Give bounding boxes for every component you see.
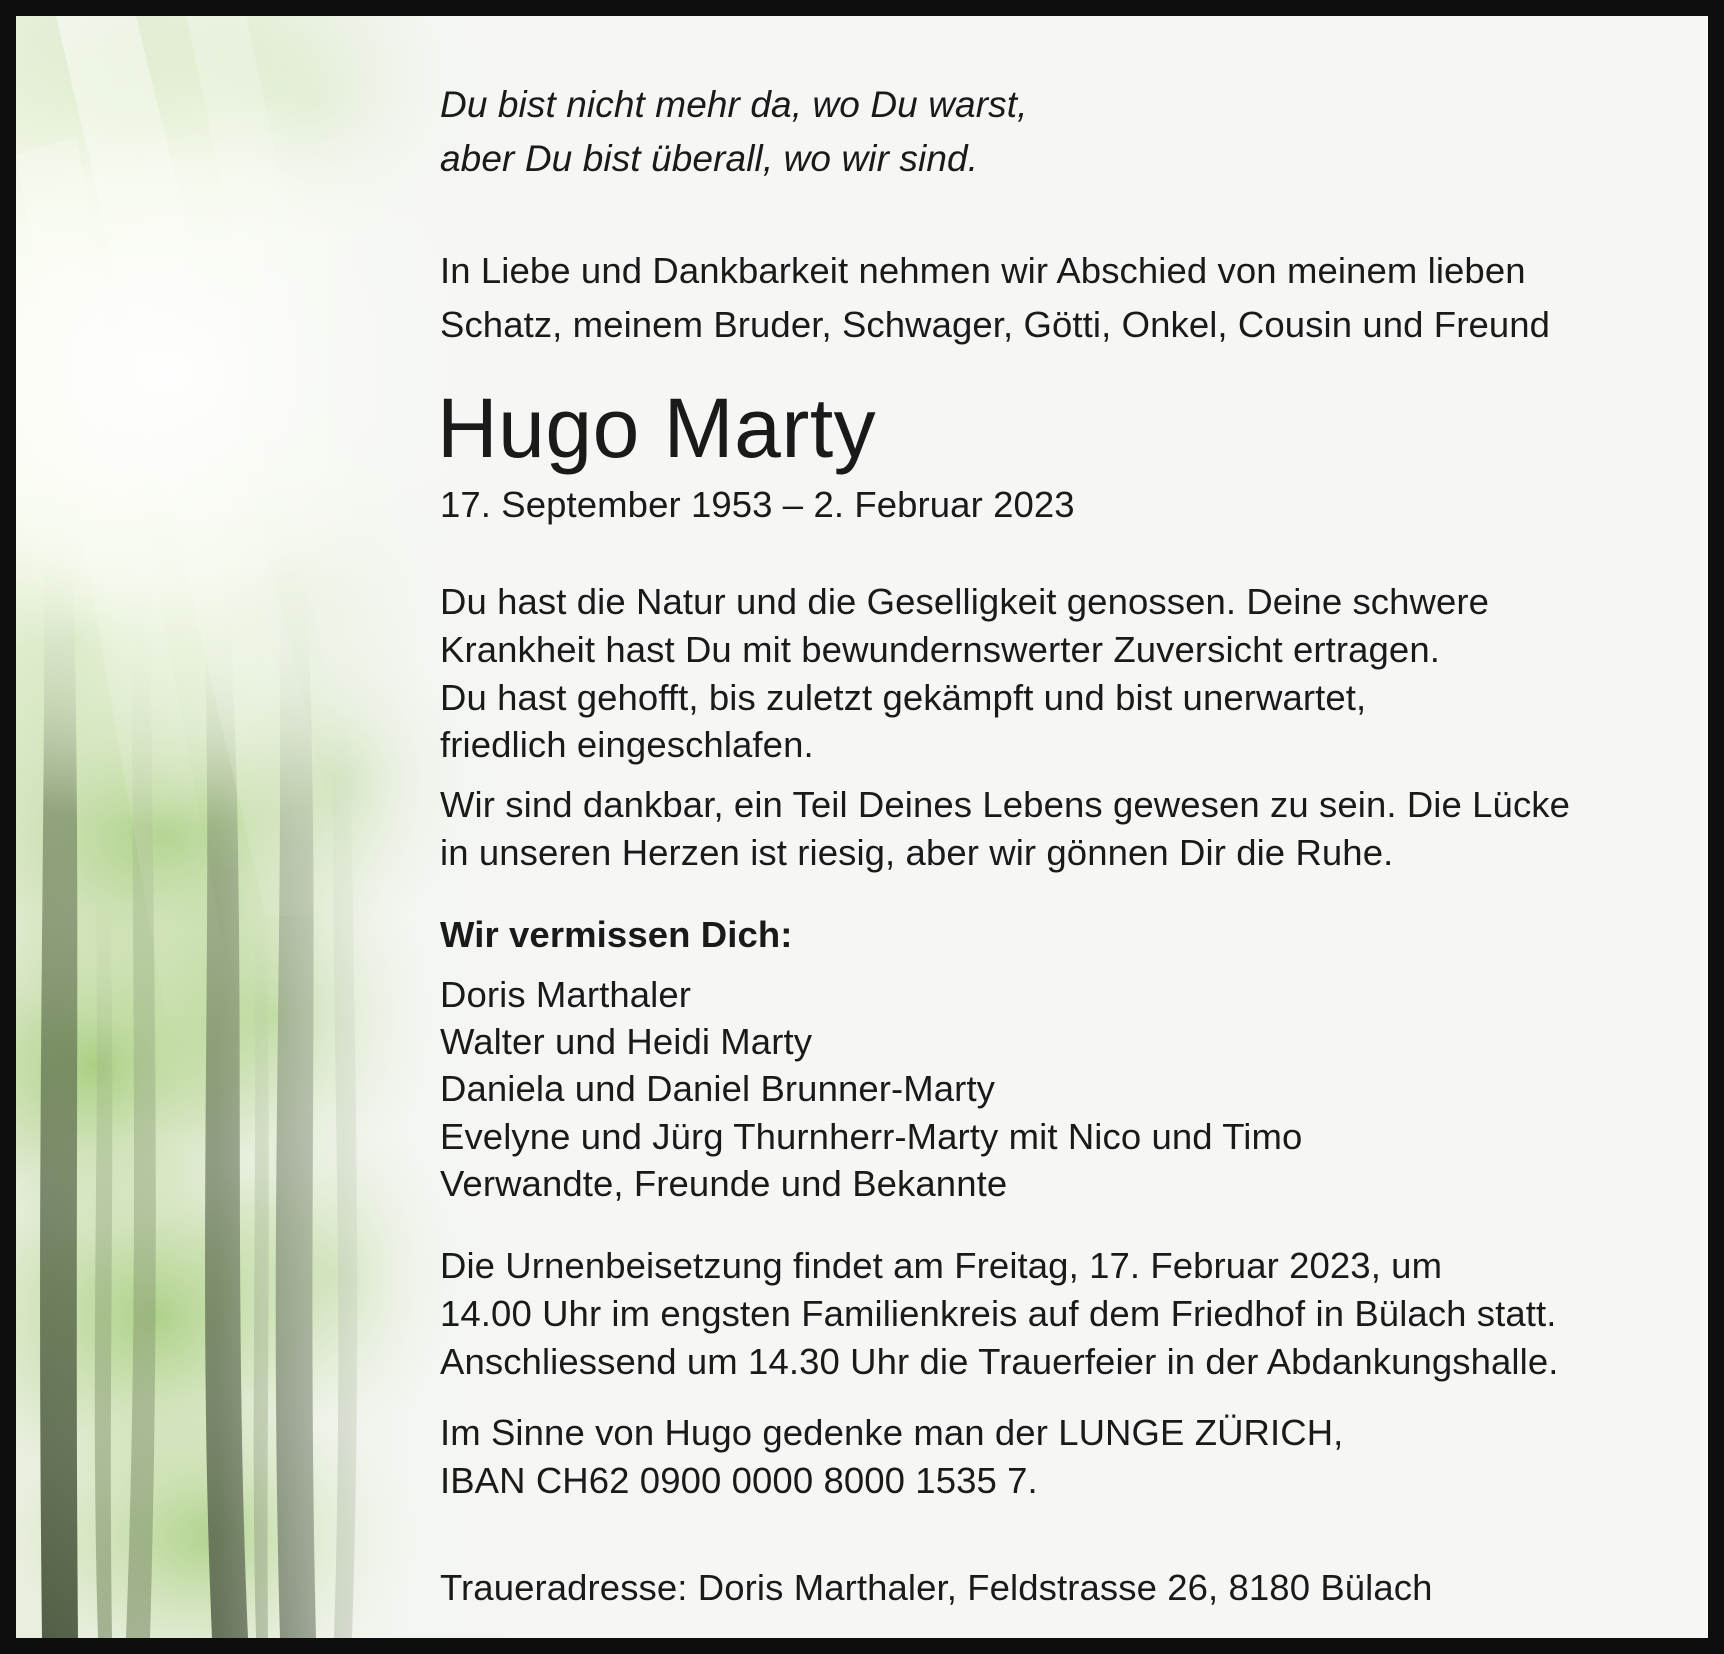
motto-line: aber Du bist überall, wo wir sind.	[440, 138, 979, 179]
intro-line: Schatz, meinem Bruder, Schwager, Götti, Onkel, Cousin und Freund	[440, 304, 1551, 345]
donation-line: IBAN CH62 0900 0000 8000 1535 7.	[440, 1460, 1038, 1501]
mourners-heading: Wir vermissen Dich:	[440, 914, 793, 955]
mourner-name: Evelyne und Jürg Thurnherr-Marty mit Nico und Timo	[440, 1116, 1303, 1157]
intro-line: In Liebe und Dankbarkeit nehmen wir Abschied von meinem lieben	[440, 250, 1526, 291]
tribute-line: in unseren Herzen ist riesig, aber wir gönnen Dir die Ruhe.	[440, 832, 1394, 873]
mourner-name: Walter und Heidi Marty	[440, 1021, 813, 1062]
tribute-line: Du hast die Natur und die Geselligkeit genossen. Deine schwere	[440, 581, 1490, 622]
tribute-line: Wir sind dankbar, ein Teil Deines Lebens gewesen zu sein. Die Lücke	[440, 784, 1571, 825]
ceremony-line: 14.00 Uhr im engsten Familienkreis auf dem Friedhof in Bülach statt.	[440, 1293, 1557, 1334]
mourner-name: Verwandte, Freunde und Bekannte	[440, 1163, 1008, 1204]
ceremony-line: Die Urnenbeisetzung findet am Freitag, 17. Februar 2023, um	[440, 1245, 1443, 1286]
life-dates: 17. September 1953 – 2. Februar 2023	[440, 484, 1075, 525]
tribute-line: Krankheit hast Du mit bewundernswerter Zuversicht ertragen.	[440, 629, 1440, 670]
ceremony-line: Anschliessend um 14.30 Uhr die Trauerfeier in der Abdankungshalle.	[440, 1341, 1559, 1382]
donation-line: Im Sinne von Hugo gedenke man der LUNGE ZÜRICH,	[440, 1412, 1344, 1453]
deceased-name: Hugo Marty	[437, 381, 877, 475]
tribute-line: Du hast gehofft, bis zuletzt gekämpft und bist unerwartet,	[440, 677, 1367, 718]
mourner-name: Doris Marthaler	[440, 974, 691, 1015]
mourner-name: Daniela und Daniel Brunner-Marty	[440, 1068, 996, 1109]
tribute-line: friedlich eingeschlafen.	[440, 724, 814, 765]
mourning-address: Traueradresse: Doris Marthaler, Feldstrasse 26, 8180 Bülach	[440, 1567, 1433, 1608]
motto-line: Du bist nicht mehr da, wo Du warst,	[440, 84, 1028, 125]
